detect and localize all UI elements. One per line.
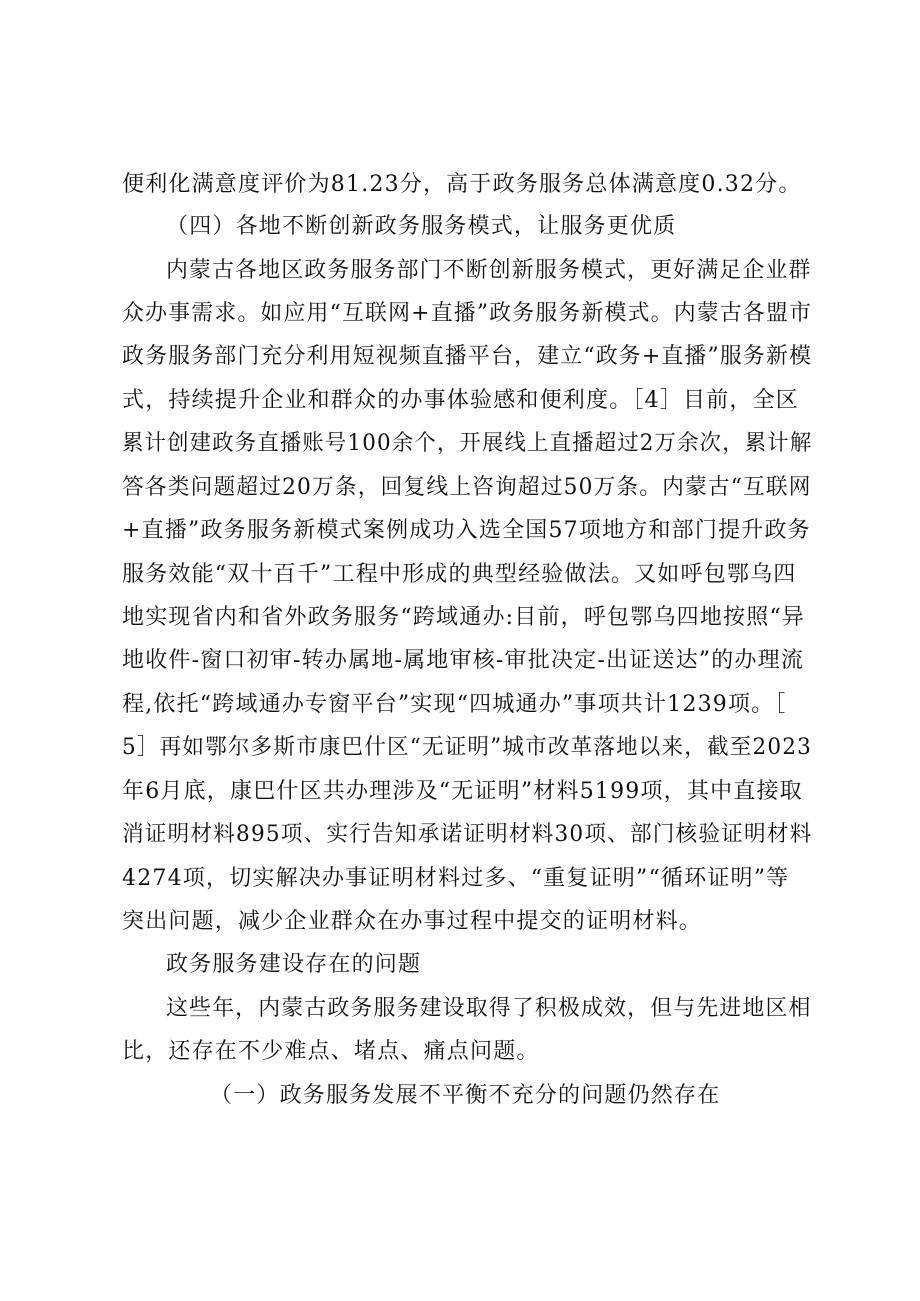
text-line: 年6月底，康巴什区共办理涉及“无证明”材料5199项，其中直接取 — [122, 779, 803, 804]
section-heading: 政务服务建设存在的问题 — [166, 952, 422, 977]
text-line: 4274项，切实解决办事证明材料过多、“重复证明”“循环证明”等 — [122, 866, 790, 891]
text-line: 突出问题，减少企业群众在办事过程中提交的证明材料。 — [122, 909, 703, 934]
text-line: 消证明材料895项、实行告知承诺证明材料30项、部门核验证明材料 — [122, 822, 813, 847]
text-line: 式，持续提升企业和群众的办事体验感和便利度。［4］目前，全区 — [122, 388, 799, 413]
text-line: 地收件-窗口初审-转办属地-属地审核-审批决定-出证送达”的办理流 — [122, 648, 805, 673]
text-line: 答各类问题超过20万条，回复线上咨询超过50万条。内蒙古“互联网 — [122, 475, 812, 500]
text-line: 地实现省内和省外政务服务“跨域通办:目前，呼包鄂乌四地按照“异 — [122, 605, 806, 630]
text-line: 比，还存在不少难点、堵点、痛点问题。 — [122, 1039, 540, 1064]
text-line: 这些年，内蒙古政务服务建设取得了积极成效，但与先进地区相 — [166, 996, 812, 1021]
text-line: 程,依托“跨域通办专窗平台”实现“四城通办”事项共计1239项。［ — [122, 692, 787, 717]
section-heading: （一）政务服务发展不平衡不充分的问题仍然存在 — [210, 1083, 721, 1108]
text-line: 内蒙古各地区政务服务部门不断创新服务模式，更好满足企业群 — [166, 258, 812, 283]
text-line: 5］再如鄂尔多斯市康巴什区“无证明”城市改革落地以来，截至2023 — [122, 735, 813, 760]
text-line: 便利化满意度评价为81.23分，高于政务服务总体满意度0.32分。 — [122, 172, 802, 197]
text-line: 政务服务部门充分利用短视频直播平台，建立“政务+直播”服务新模 — [122, 344, 813, 369]
text-line: 服务效能“双十百千”工程中形成的典型经验做法。又如呼包鄂乌四 — [122, 562, 797, 587]
text-line: 众办事需求。如应用“互联网+直播”政务服务新模式。内蒙古各盟市 — [122, 301, 813, 326]
section-heading: （四）各地不断创新政务服务模式，让服务更优质 — [166, 214, 677, 239]
text-line: +直播”政务服务新模式案例成功入选全国57项地方和部门提升政务 — [122, 518, 811, 543]
text-line: 累计创建政务直播账号100余个，开展线上直播超过2万余次，累计解 — [122, 431, 813, 456]
